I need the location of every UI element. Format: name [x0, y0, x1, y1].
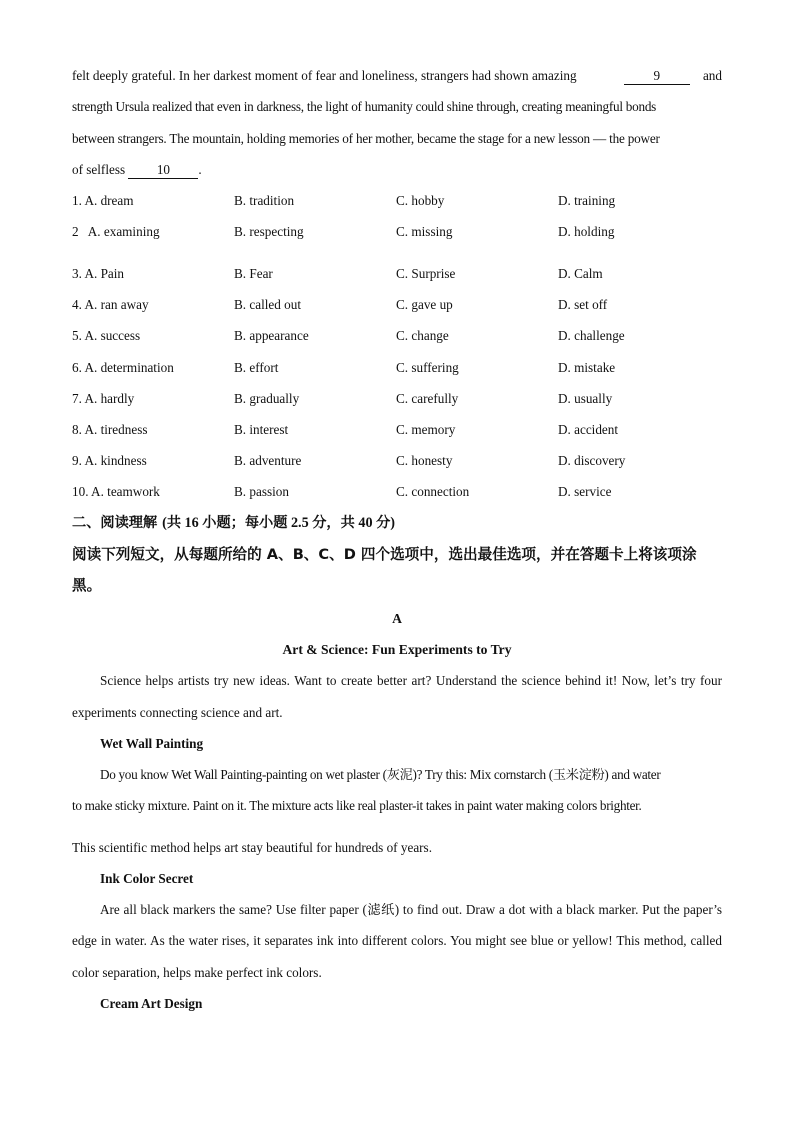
section-instruction: 阅读下列短文，从每题所给的 A、B、C、D 四个选项中，选出最佳选项，并在答题卡上将该项涂黑。	[72, 545, 697, 594]
paragraph-line: Do you know Wet Wall Painting-painting on wet plaster (灰泥)? Try this: Mix cornstarch (玉米淀粉) and water	[100, 767, 661, 783]
option-row	[72, 258, 722, 289]
option-row	[72, 477, 722, 508]
option-row	[72, 321, 722, 352]
option-d: D. training	[558, 192, 616, 208]
article-letter: A	[392, 610, 402, 626]
section-heading	[72, 508, 722, 539]
option-d: D. holding	[558, 224, 615, 240]
option-a: 8. A. tiredness	[72, 421, 148, 437]
option-a: 7. A. hardly	[72, 390, 135, 406]
option-b: B. passion	[234, 484, 289, 500]
option-a: 4. A. ran away	[72, 297, 149, 313]
option-c: C. carefully	[396, 390, 459, 406]
passage-text: felt deeply grateful. In her darkest moment of fear and loneliness, strangers had shown amazing	[72, 68, 577, 83]
paragraph-line: This scientific method helps art stay beautiful for hundreds of years.	[72, 839, 432, 855]
option-a: 2 A. examining	[72, 224, 160, 240]
article-intro: Science helps artists try new ideas. Want to create better art? Understand the science behind it! Now, let’s try four experiments connecting science and art.	[72, 673, 722, 720]
passage-ending	[72, 60, 722, 185]
option-a: 1. A. dream	[72, 192, 134, 208]
option-d: D. discovery	[558, 453, 626, 469]
option-row	[72, 185, 722, 216]
passage-line: between strangers. The mountain, holding memories of her mother, became the stage for a new lesson — the power	[72, 130, 660, 146]
cloze-options	[72, 185, 722, 508]
option-c: C. gave up	[396, 297, 453, 313]
option-b: B. respecting	[234, 224, 304, 240]
option-c: C. missing	[396, 224, 453, 240]
option-d: D. challenge	[558, 328, 625, 344]
option-c: C. change	[396, 328, 449, 344]
option-d: D. accident	[558, 421, 619, 437]
option-a: 6. A. determination	[72, 359, 174, 375]
article-title: Art & Science: Fun Experiments to Try	[282, 642, 512, 658]
option-b: B. effort	[234, 359, 279, 375]
passage-text: of selfless	[72, 161, 126, 177]
passage-line: strength Ursula realized that even in darkness, the light of humanity could shine through, creating meaningful bonds	[72, 99, 657, 115]
option-c: C. suffering	[396, 359, 459, 375]
option-row	[72, 290, 722, 321]
option-b: B. Fear	[234, 265, 273, 281]
option-d: D. mistake	[558, 359, 616, 375]
exam-page	[72, 60, 722, 1019]
blank-number: 9	[624, 68, 690, 85]
subheading-ink-color-secret: Ink Color Secret	[100, 870, 194, 886]
option-a: 3. A. Pain	[72, 265, 125, 281]
paragraph-line: to make sticky mixture. Paint on it. The mixture acts like real plaster-it takes in paint water making colors brighter.	[72, 798, 642, 814]
option-b: B. tradition	[234, 192, 295, 208]
passage-line	[72, 154, 722, 185]
option-b: B. called out	[234, 297, 302, 313]
option-a: 10. A. teamwork	[72, 484, 160, 500]
option-row	[72, 446, 722, 477]
option-c: C. Surprise	[396, 265, 456, 281]
paragraph-wet-wall	[72, 759, 722, 863]
passage-text: .	[198, 161, 202, 177]
section-heading-cn: 二、阅读理解	[72, 514, 158, 531]
option-d: D. usually	[558, 390, 613, 406]
option-c: C. connection	[396, 484, 470, 500]
option-b: B. adventure	[234, 453, 302, 469]
paragraph-ink: Are all black markers the same? Use filter paper (滤纸) to find out. Draw a dot with a black marker. Put the paper’s edge in water. As the water rises, it separates ink into different colors. You might see blue or yellow! This method, called color separation, helps make perfect ink colors.	[72, 902, 722, 980]
option-d: D. Calm	[558, 265, 603, 281]
option-d: D. set off	[558, 297, 608, 313]
subheading-wet-wall-painting: Wet Wall Painting	[100, 735, 204, 751]
passage-text: and	[702, 68, 722, 83]
blank-9	[624, 60, 722, 91]
option-row	[72, 216, 722, 258]
option-c: C. memory	[396, 421, 456, 437]
subheading-cream-art-design: Cream Art Design	[100, 996, 203, 1012]
option-c: C. honesty	[396, 453, 453, 469]
option-row	[72, 414, 722, 445]
option-d: D. service	[558, 484, 612, 500]
blank-10: 10	[128, 162, 198, 179]
option-a: 9. A. kindness	[72, 453, 147, 469]
option-row	[72, 352, 722, 383]
option-b: B. gradually	[234, 390, 300, 406]
section-heading-score: (共 16 小题；每小题 2.5 分，共 40 分)	[162, 514, 395, 531]
option-a: 5. A. success	[72, 328, 141, 344]
passage-line	[72, 60, 722, 91]
option-row	[72, 383, 722, 414]
option-c: C. hobby	[396, 192, 445, 208]
option-b: B. appearance	[234, 328, 309, 344]
option-b: B. interest	[234, 421, 289, 437]
